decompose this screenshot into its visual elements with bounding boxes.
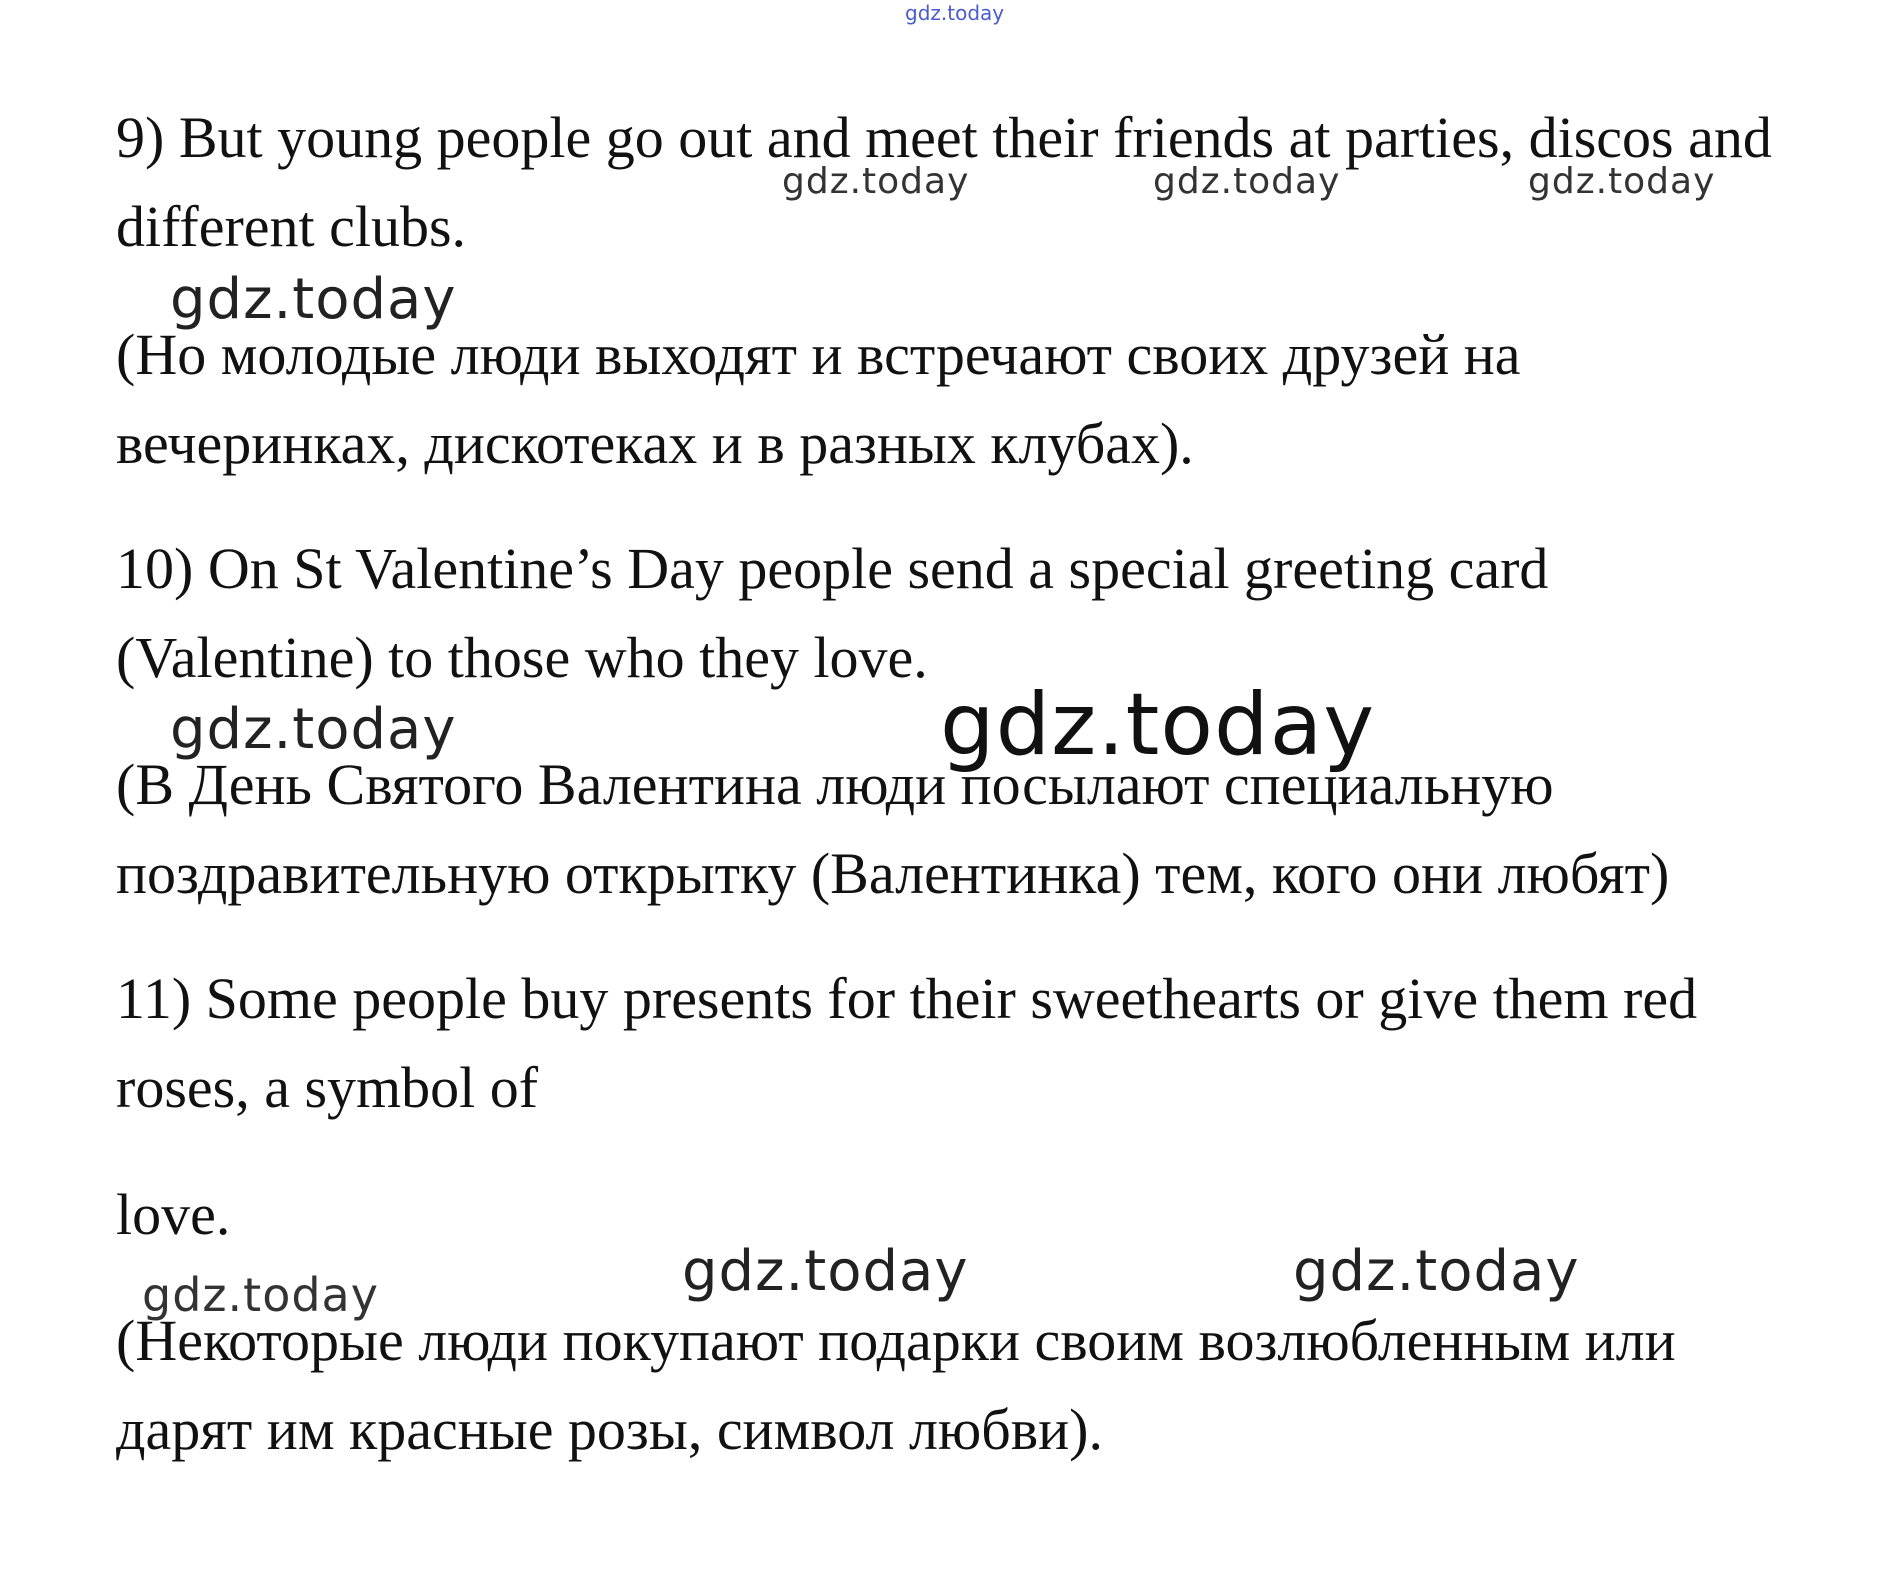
- watermark-large: gdz.today: [940, 675, 1376, 775]
- item-10-english-line-2: (Valentine) to those who they love.: [116, 625, 928, 690]
- watermark: gdz.today: [1293, 1239, 1580, 1304]
- item-10-russian-line-2: поздравительную открытку (Валентинка) тем, кого они любят): [116, 841, 1670, 906]
- watermark: gdz.today: [1528, 161, 1716, 202]
- watermark: gdz.today: [170, 697, 457, 762]
- item-11-english-line-2: roses, a symbol of: [116, 1055, 539, 1120]
- item-9-russian-line-1: (Но молодые люди выходят и встречают своих друзей на: [116, 322, 1521, 387]
- item-10-english-line-1: 10) On St Valentine’s Day people send a special greeting card: [116, 536, 1549, 601]
- item-10-russian-line-1: (В День Святого Валентина люди посылают специальную: [116, 752, 1554, 817]
- item-9-russian-line-2: вечеринках, дискотеках и в разных клубах).: [116, 411, 1194, 476]
- item-11-english-line-3: love.: [116, 1182, 231, 1247]
- item-11-english-line-1: 11) Some people buy presents for their sweethearts or give them red: [116, 966, 1698, 1031]
- item-11-russian-line-2: дарят им красные розы, символ любви).: [116, 1397, 1103, 1462]
- watermark: gdz.today: [142, 1268, 379, 1322]
- watermark: gdz.today: [782, 161, 970, 202]
- watermark: gdz.today: [682, 1239, 969, 1304]
- item-11-russian-line-1: (Некоторые люди покупают подарки своим возлюбленным или: [116, 1308, 1676, 1373]
- watermark: gdz.today: [1153, 161, 1341, 202]
- item-9-english-line-1: 9) But young people go out and meet their friends at parties, discos and: [116, 105, 1772, 170]
- watermark-top: gdz.today: [905, 1, 1005, 25]
- item-9-english-line-2: different clubs.: [116, 194, 467, 259]
- watermark: gdz.today: [170, 267, 457, 332]
